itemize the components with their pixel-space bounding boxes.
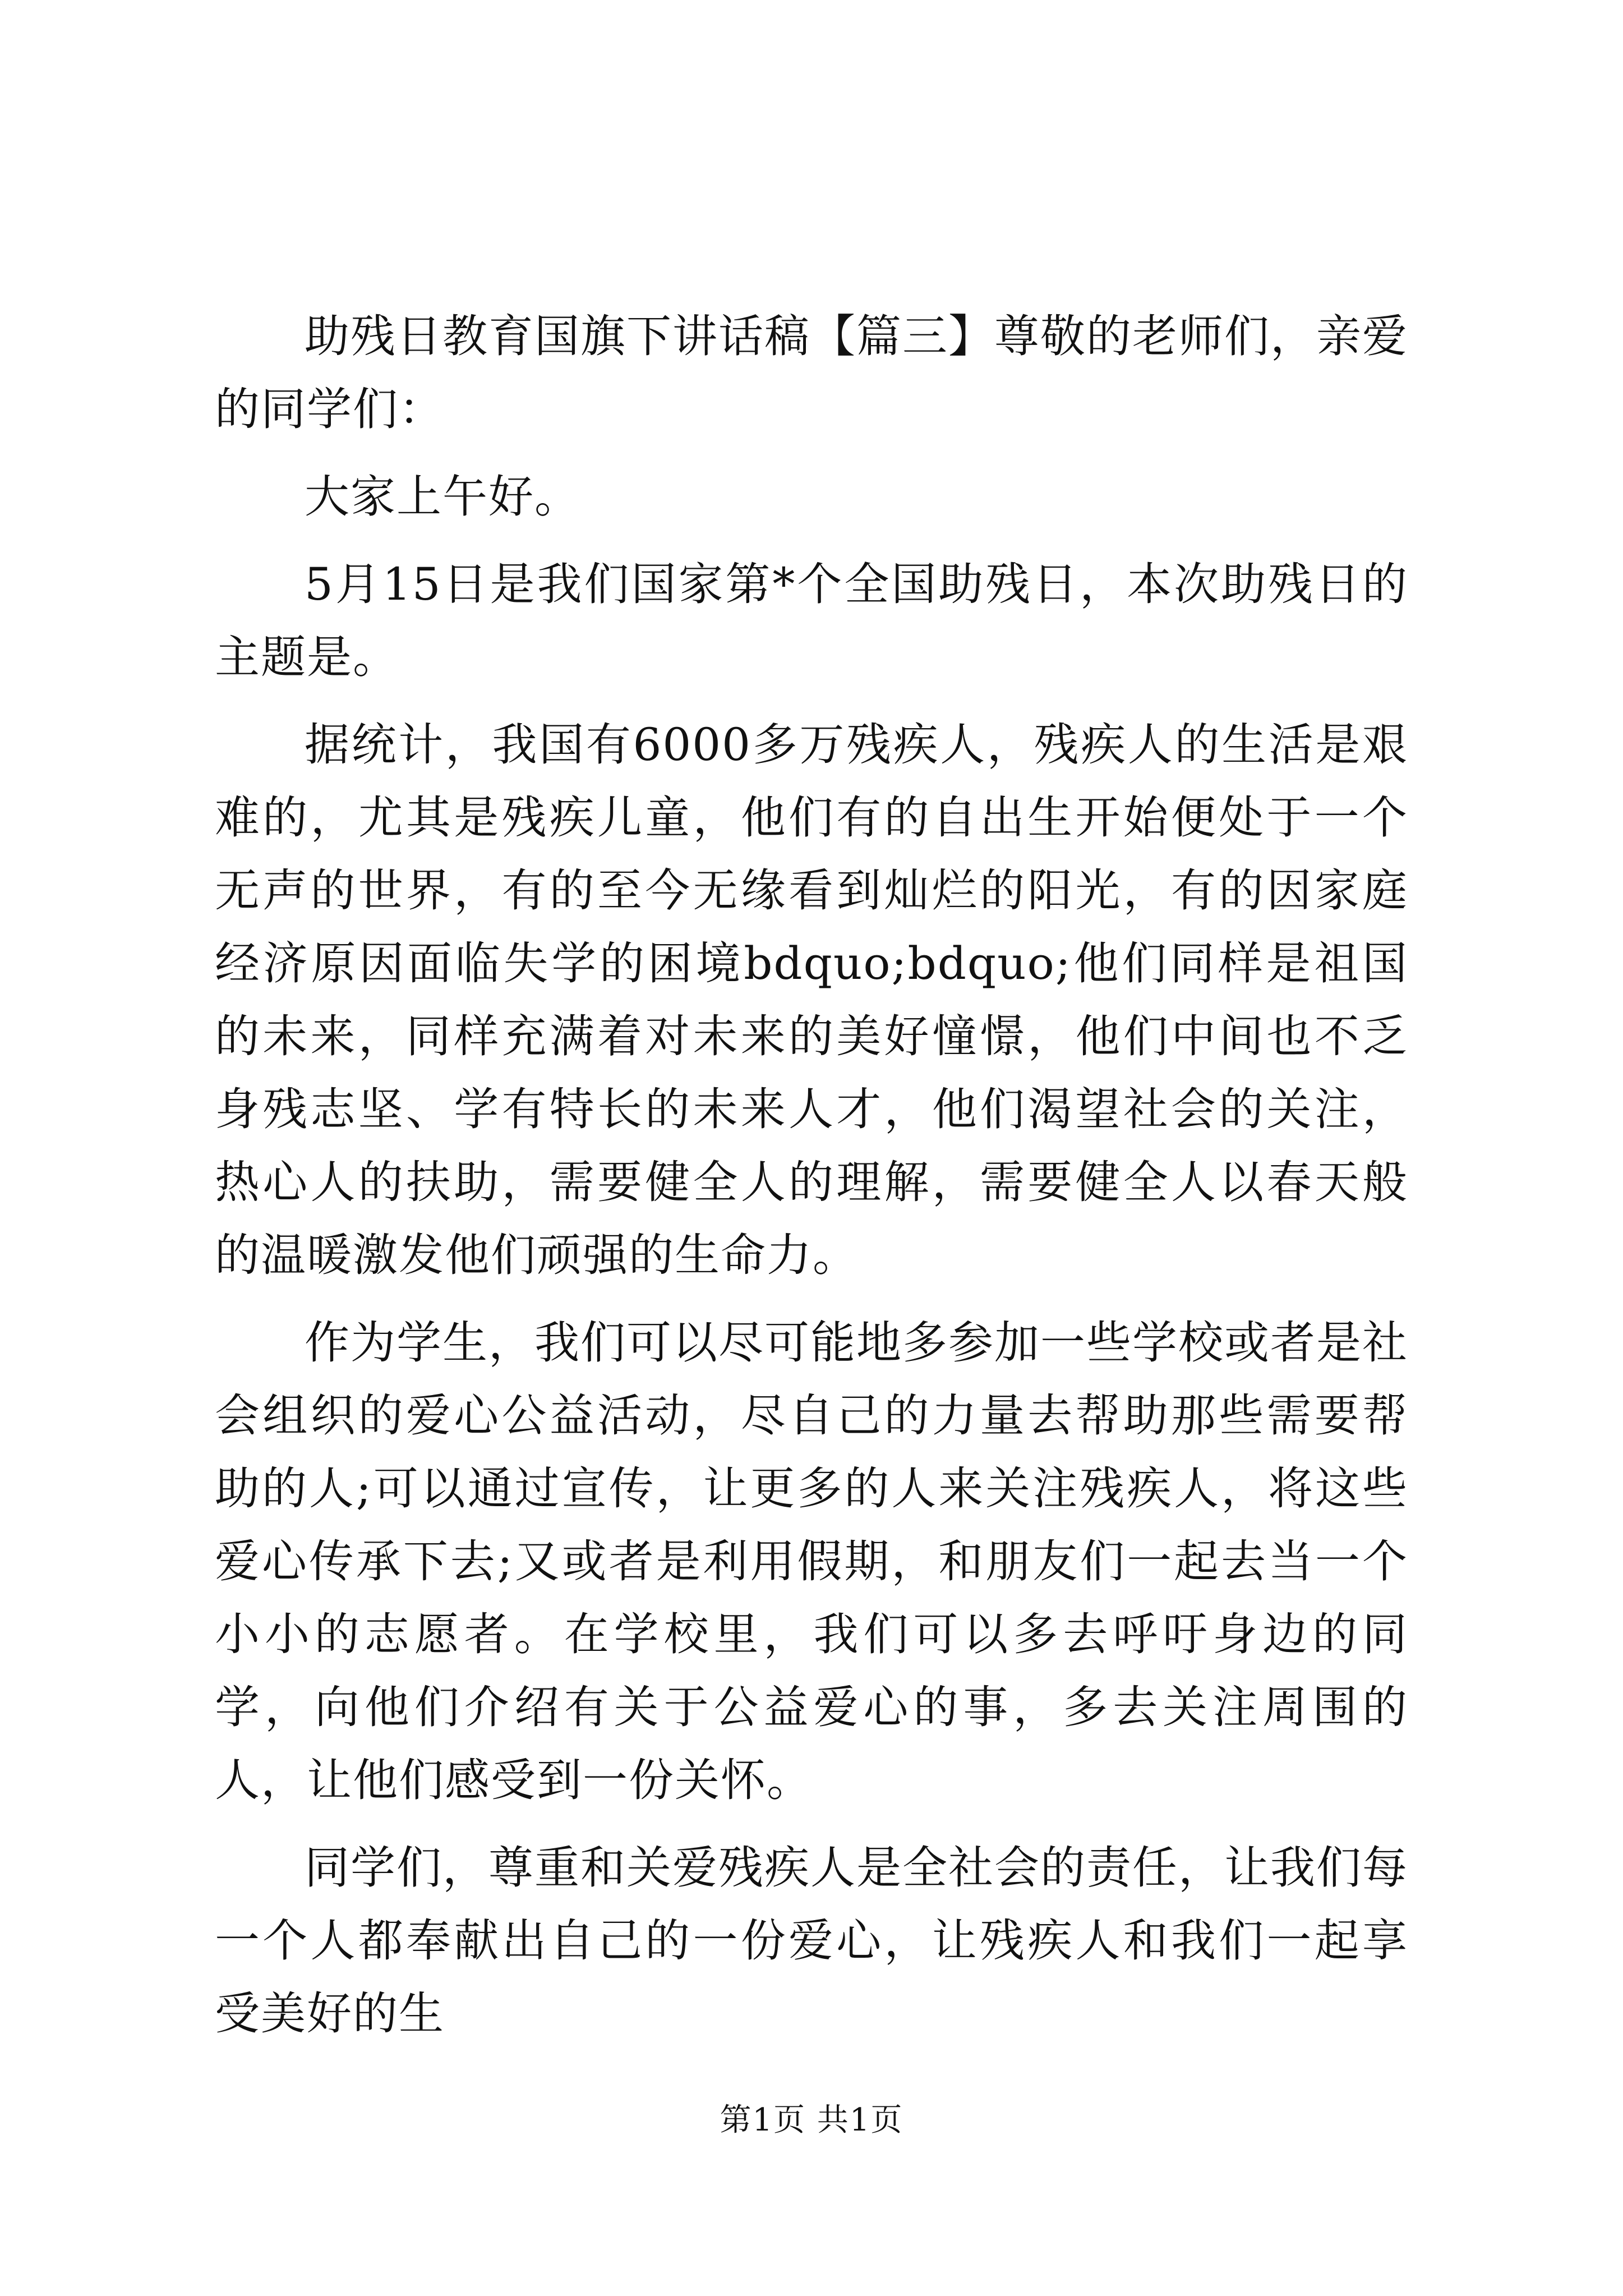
paragraph-students-action: 作为学生，我们可以尽可能地多参加一些学校或者是社会组织的爱心公益活动，尽自己的力量去帮助那些需要帮助的人;可以通过宣传，让更多的人来关注残疾人，将这些爱心传承下去;又或者是利用假期，和朋友们一起去当一个小小的志愿者。在学校里，我们可以多去呼吁身边的同学，向他们介绍有关于公益爱心的事，多去关注周围的人，让他们感受到一份关怀。 — [215, 1317, 1408, 1806]
paragraph-date-theme: 5月15日是我们国家第*个全国助残日，本次助残日的主题是。 — [215, 558, 1408, 683]
paragraph-closing: 同学们，尊重和关爱残疾人是全社会的责任，让我们每一个人都奉献出自己的一份爱心，让残疾人和我们一起享受美好的生 — [215, 1842, 1408, 2040]
paragraph-statistics: 据统计，我国有6000多万残疾人，残疾人的生活是艰难的，尤其是残疾儿童，他们有的自出生开始便处于一个无声的世界，有的至今无缘看到灿烂的阳光，有的因家庭经济原因面临失学的困境bdquo;bdquo;他们同样是祖国的未来，同样充满着对未来的美好憧憬，他们中间也不乏身残志坚、学有特长的未来人才，他们渴望社会的关注，热心人的扶助，需要健全人的理解，需要健全人以春天般的温暖激发他们顽强的生命力。 — [215, 719, 1408, 1281]
paragraph-title-greeting: 助残日教育国旗下讲话稿【篇三】尊敬的老师们，亲爱的同学们： — [215, 310, 1408, 435]
document-body — [215, 300, 1408, 2065]
paragraph-good-morning: 大家上午好。 — [305, 471, 580, 523]
page-footer: 第1页 共1页 — [720, 2102, 903, 2138]
